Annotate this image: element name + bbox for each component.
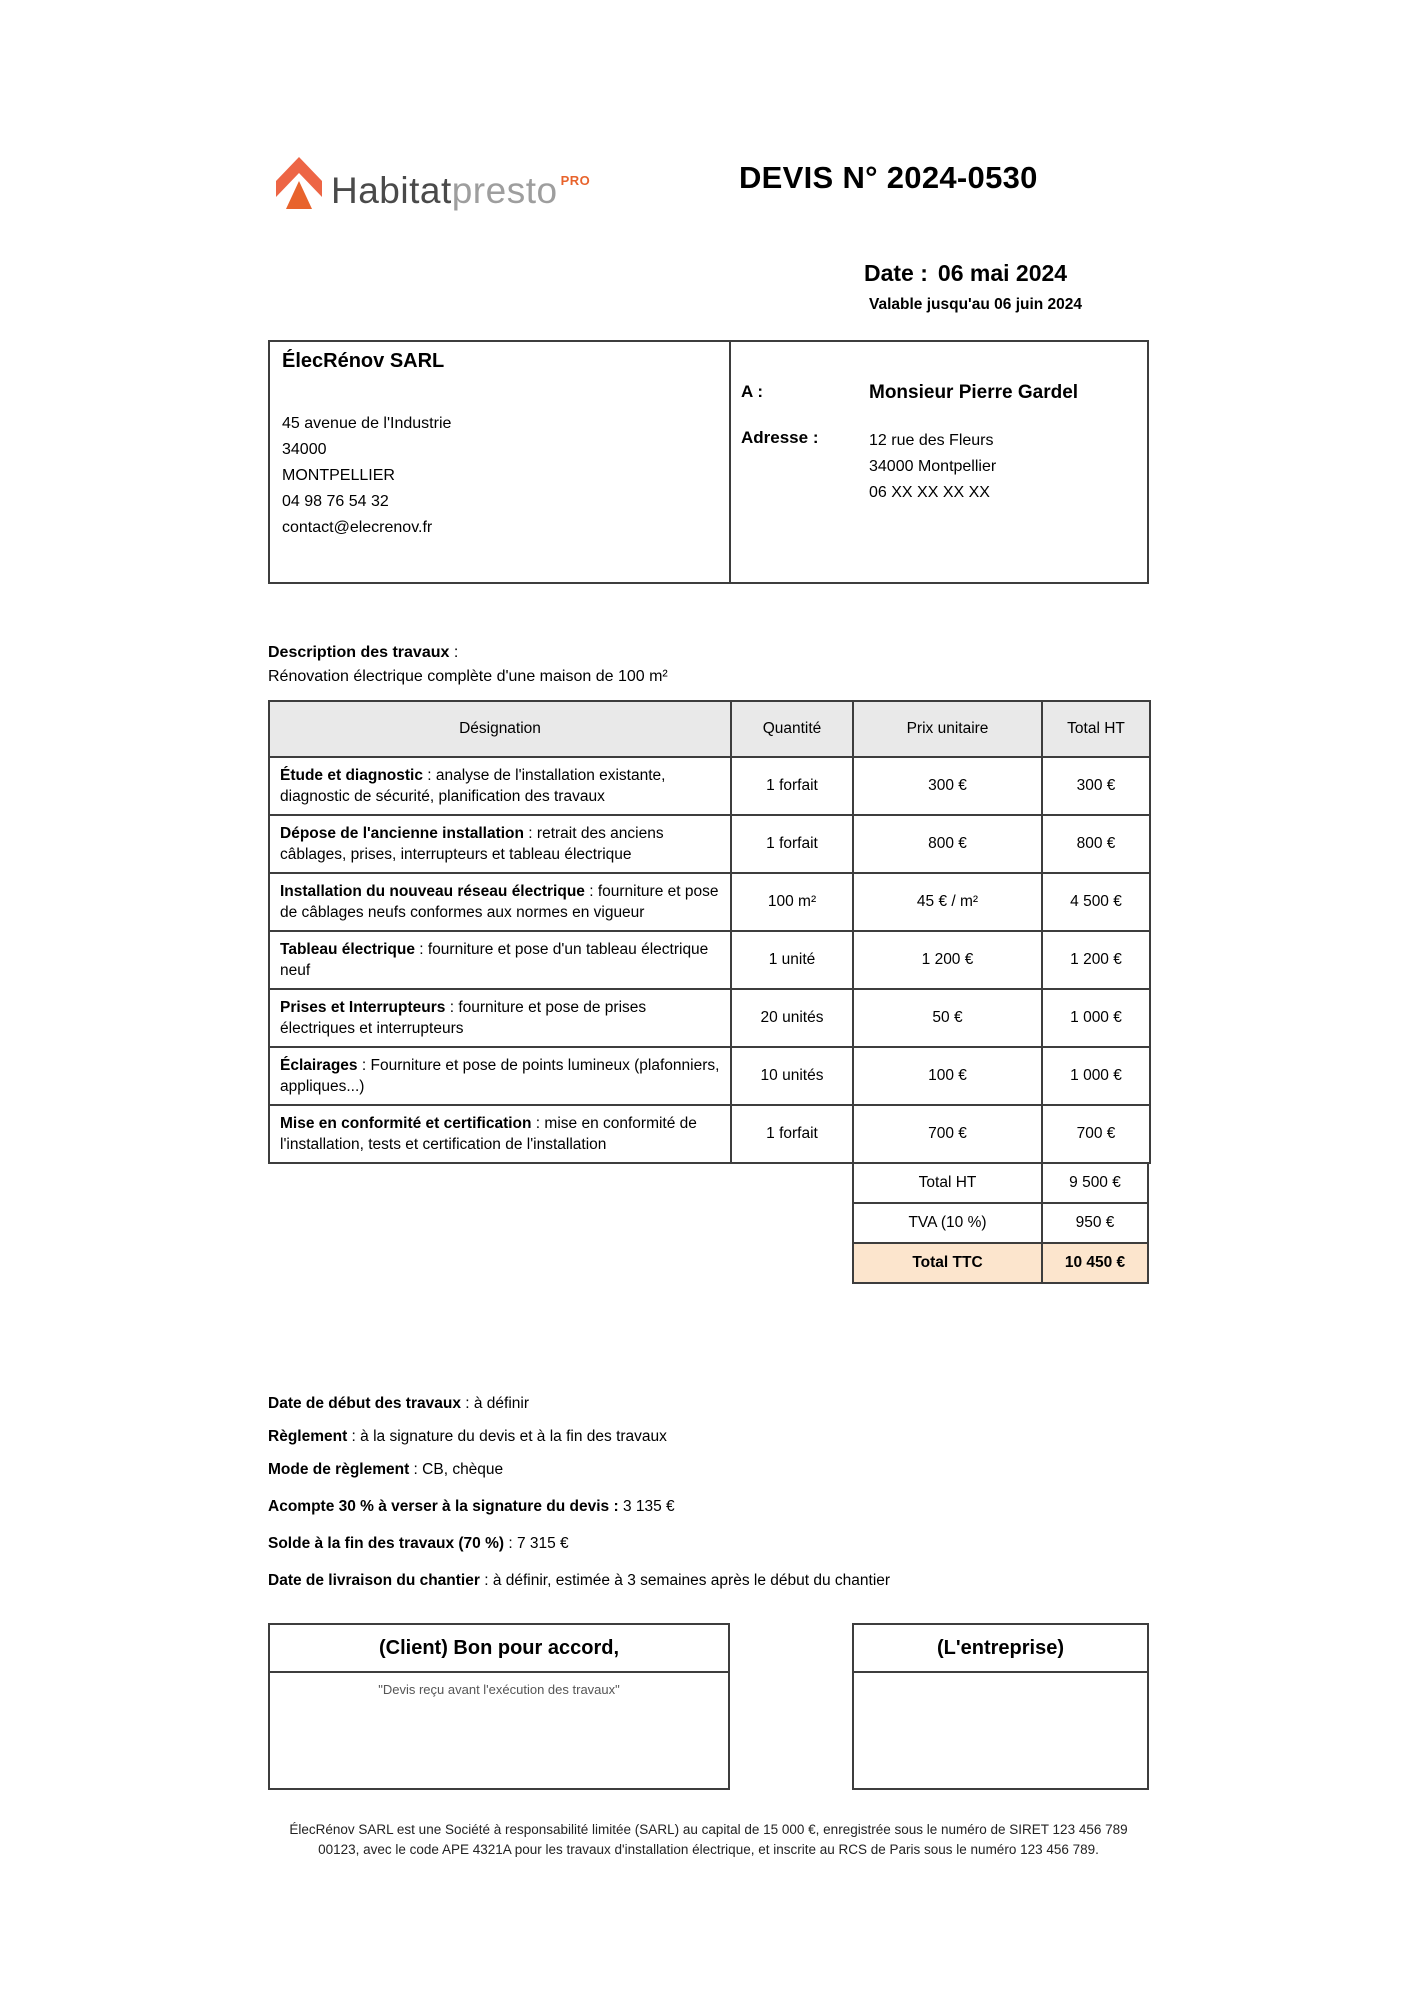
totals-table	[852, 1162, 1149, 1284]
company-signature-title: (L'entreprise)	[852, 1623, 1149, 1673]
client-address	[869, 428, 996, 506]
works-description-label: Description des travaux	[268, 644, 450, 661]
term-label: Règlement	[268, 1428, 348, 1445]
client-to-row	[741, 382, 1137, 404]
tva-value: 950 €	[1042, 1203, 1148, 1243]
total-ht-row	[853, 1163, 1148, 1203]
item-quantity: 10 unités	[731, 1047, 853, 1105]
table-row	[269, 757, 1150, 815]
client-to-label: A :	[741, 382, 764, 401]
table-row	[269, 1105, 1150, 1163]
item-total: 1 000 €	[1042, 989, 1150, 1047]
item-title: Dépose de l'ancienne installation	[280, 825, 524, 842]
term-value: 3 135 €	[622, 1498, 675, 1515]
item-description: : mise en conformité de l'installation, tests et certification de l'installation	[280, 1115, 697, 1153]
item-description: : fourniture et pose de prises électriques et interrupteurs	[280, 999, 647, 1037]
client-signature-title: (Client) Bon pour accord,	[268, 1623, 730, 1673]
term-value: à la signature du devis et à la fin des travaux	[360, 1428, 667, 1445]
client-signature-area[interactable]	[268, 1672, 730, 1790]
term-value: à définir	[473, 1395, 530, 1412]
term-start-date	[268, 1394, 1149, 1414]
item-description: : retrait des anciens câblages, prises, interrupteurs et tableau électrique	[280, 825, 664, 863]
pricing-section	[268, 700, 1149, 1284]
item-title: Éclairages	[280, 1057, 358, 1074]
company-signature-area[interactable]	[852, 1672, 1149, 1790]
item-unit-price: 300 €	[853, 757, 1042, 815]
item-total: 800 €	[1042, 815, 1150, 873]
item-title: Installation du nouveau réseau électrique	[280, 883, 585, 900]
client-signature-box	[268, 1623, 730, 1790]
company-address-line: 34000	[282, 441, 327, 458]
item-description: : fourniture et pose de câblages neufs conformes aux normes en vigueur	[280, 883, 719, 921]
column-header-prix-unitaire: Prix unitaire	[853, 701, 1042, 757]
client-address-row	[741, 428, 1137, 506]
total-ttc-row	[853, 1243, 1148, 1283]
works-description-text: Rénovation électrique complète d'une maison de 100 m²	[268, 668, 668, 685]
parties-info-row	[268, 340, 1149, 584]
client-phone: 06 XX XX XX XX	[869, 484, 990, 501]
item-quantity: 1 unité	[731, 931, 853, 989]
term-solde	[268, 1534, 1149, 1554]
item-total: 4 500 €	[1042, 873, 1150, 931]
client-name: Monsieur Pierre Gardel	[869, 382, 1079, 403]
works-description	[268, 641, 668, 689]
item-total: 1 200 €	[1042, 931, 1150, 989]
item-description: : fourniture et pose d'un tableau électrique neuf	[280, 941, 709, 979]
column-header-designation: Désignation	[269, 701, 731, 757]
logo-habitat-text: Habitat	[331, 170, 452, 211]
logo-presto-text: presto	[451, 170, 558, 211]
term-acompte	[268, 1497, 1149, 1517]
item-unit-price: 100 €	[853, 1047, 1042, 1105]
term-label: Mode de règlement	[268, 1461, 410, 1478]
term-separator: :	[504, 1535, 517, 1552]
company-email: contact@elecrenov.fr	[282, 519, 433, 536]
item-total: 1 000 €	[1042, 1047, 1150, 1105]
item-title: Étude et diagnostic	[280, 767, 423, 784]
table-row	[269, 989, 1150, 1047]
item-quantity: 100 m²	[731, 873, 853, 931]
total-ht-label: Total HT	[853, 1163, 1042, 1203]
term-delivery-date	[268, 1571, 1149, 1591]
total-ht-value: 9 500 €	[1042, 1163, 1148, 1203]
date-block	[864, 260, 1082, 314]
item-title: Mise en conformité et certification	[280, 1115, 532, 1132]
item-title: Prises et Interrupteurs	[280, 999, 446, 1016]
date-value: 06 mai 2024	[937, 260, 1068, 286]
term-label: Date de début des travaux	[268, 1395, 461, 1412]
client-address-label: Adresse :	[741, 428, 819, 447]
document-title: DEVIS N° 2024-0530	[739, 160, 1038, 195]
item-total: 700 €	[1042, 1105, 1150, 1163]
logo-pro-badge: PRO	[560, 173, 591, 188]
column-header-quantite: Quantité	[731, 701, 853, 757]
table-row	[269, 1047, 1150, 1105]
item-quantity: 1 forfait	[731, 1105, 853, 1163]
logo-wordmark	[331, 155, 590, 217]
habitatpresto-house-arrow-icon	[276, 157, 322, 209]
client-address-line: 34000 Montpellier	[869, 458, 997, 475]
client-signature-note: "Devis reçu avant l'exécution des travaux"	[378, 1682, 620, 1697]
item-quantity: 20 unités	[731, 989, 853, 1047]
term-separator: :	[347, 1428, 361, 1445]
term-separator: :	[460, 1395, 474, 1412]
item-unit-price: 45 € / m²	[853, 873, 1042, 931]
works-description-colon: :	[449, 644, 459, 661]
item-unit-price: 50 €	[853, 989, 1042, 1047]
date-line	[864, 260, 1082, 287]
term-reglement	[268, 1427, 1149, 1447]
item-description: : analyse de l'installation existante, diagnostic de sécurité, planification des travaux	[280, 767, 666, 805]
company-address-line: MONTPELLIER	[282, 467, 395, 484]
column-header-total-ht: Total HT	[1042, 701, 1150, 757]
item-quantity: 1 forfait	[731, 815, 853, 873]
items-table-header-row	[269, 701, 1150, 757]
company-address	[282, 411, 717, 541]
total-ttc-label: Total TTC	[853, 1243, 1042, 1283]
item-total: 300 €	[1042, 757, 1150, 815]
item-quantity: 1 forfait	[731, 757, 853, 815]
term-separator: :	[409, 1461, 423, 1478]
term-value: 7 315 €	[516, 1535, 569, 1552]
term-label: Date de livraison du chantier	[268, 1572, 480, 1589]
client-address-line: 12 rue des Fleurs	[869, 432, 994, 449]
works-description-title	[268, 641, 668, 665]
total-ttc-value: 10 450 €	[1042, 1243, 1148, 1283]
tva-row	[853, 1203, 1148, 1243]
company-name: ÉlecRénov SARL	[282, 350, 445, 372]
payment-terms	[268, 1394, 1149, 1604]
client-info-box	[731, 340, 1149, 584]
term-separator: :	[479, 1572, 493, 1589]
item-unit-price: 700 €	[853, 1105, 1042, 1163]
table-row	[269, 873, 1150, 931]
term-value: à définir, estimée à 3 semaines après le début du chantier	[492, 1572, 891, 1589]
company-info-box	[268, 340, 731, 584]
item-title: Tableau électrique	[280, 941, 415, 958]
items-table	[268, 700, 1151, 1164]
legal-footer: ÉlecRénov SARL est une Société à responsabilité limitée (SARL) au capital de 15 000 €, enregistrée sous le numéro de SIRET 123 456 789 00123, avec le code APE 4321A pour les travaux d'installation électrique, et inscrite au RCS de Paris sous le numéro 123 456 789.	[289, 1822, 1128, 1857]
date-label: Date :	[864, 260, 928, 286]
table-row	[269, 815, 1150, 873]
table-row	[269, 931, 1150, 989]
term-label: Solde à la fin des travaux (70 %)	[268, 1535, 505, 1552]
item-unit-price: 800 €	[853, 815, 1042, 873]
item-unit-price: 1 200 €	[853, 931, 1042, 989]
habitatpresto-logo	[276, 155, 590, 217]
term-label: Acompte 30 % à verser à la signature du devis :	[268, 1498, 619, 1515]
item-description: : Fourniture et pose de points lumineux (plafonniers, appliques...)	[280, 1057, 720, 1095]
term-mode-reglement	[268, 1460, 1149, 1480]
tva-label: TVA (10 %)	[853, 1203, 1042, 1243]
company-phone: 04 98 76 54 32	[282, 493, 389, 510]
term-value: CB, chèque	[422, 1461, 504, 1478]
validity-line: Valable jusqu'au 06 juin 2024	[869, 296, 1083, 313]
company-signature-box	[852, 1623, 1149, 1790]
signature-section	[268, 1623, 1149, 1790]
company-address-line: 45 avenue de l'Industrie	[282, 415, 452, 432]
